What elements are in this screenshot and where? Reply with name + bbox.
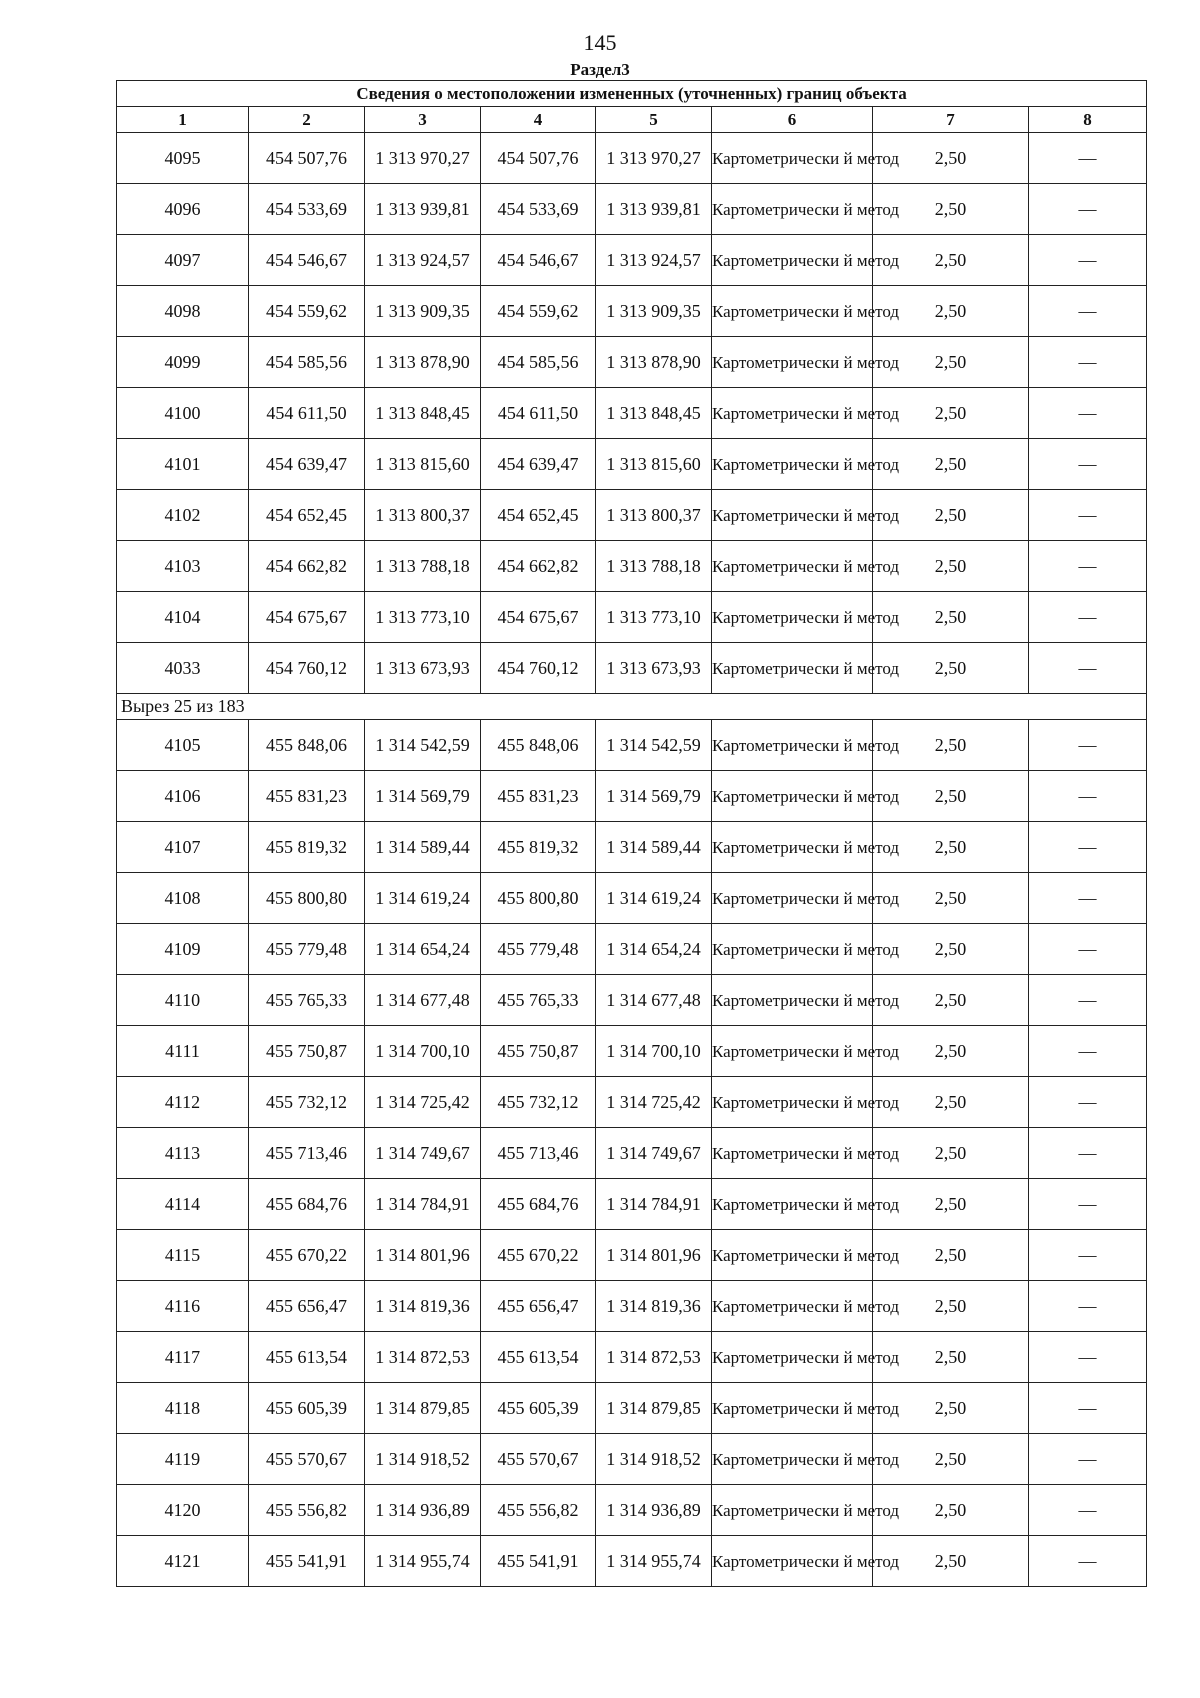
section-label: Раздел3 [570,60,630,79]
table-row [117,873,1147,924]
group-row [117,694,1147,720]
table-row [117,1128,1147,1179]
table-row [117,1383,1147,1434]
method-cell: Картометрически й метод [712,1026,873,1077]
x-new-cell: 455 831,23 [481,771,596,822]
description-cell: — [1029,133,1147,184]
accuracy-cell: 2,50 [873,1332,1029,1383]
point-number-cell: 4112 [117,1077,249,1128]
table-row [117,133,1147,184]
y-old-cell: 1 313 909,35 [365,286,481,337]
table-row [117,439,1147,490]
y-new-cell: 1 314 918,52 [596,1434,712,1485]
y-old-cell: 1 313 924,57 [365,235,481,286]
x-new-cell: 455 656,47 [481,1281,596,1332]
accuracy-cell: 2,50 [873,388,1029,439]
description-cell: — [1029,388,1147,439]
accuracy-cell: 2,50 [873,1383,1029,1434]
x-old-cell: 454 760,12 [249,643,365,694]
y-old-cell: 1 314 872,53 [365,1332,481,1383]
x-new-cell: 455 819,32 [481,822,596,873]
description-cell: — [1029,643,1147,694]
x-new-cell: 455 765,33 [481,975,596,1026]
table-title-row [117,81,1147,107]
point-number-cell: 4121 [117,1536,249,1587]
x-new-cell: 455 684,76 [481,1179,596,1230]
y-old-cell: 1 314 749,67 [365,1128,481,1179]
column-number: 5 [596,107,712,133]
description-cell: — [1029,873,1147,924]
y-new-cell: 1 314 677,48 [596,975,712,1026]
accuracy-cell: 2,50 [873,1026,1029,1077]
y-old-cell: 1 313 939,81 [365,184,481,235]
x-old-cell: 454 559,62 [249,286,365,337]
y-new-cell: 1 313 909,35 [596,286,712,337]
y-old-cell: 1 314 801,96 [365,1230,481,1281]
y-old-cell: 1 314 569,79 [365,771,481,822]
point-number-cell: 4103 [117,541,249,592]
method-cell: Картометрически й метод [712,541,873,592]
y-new-cell: 1 313 773,10 [596,592,712,643]
x-new-cell: 455 750,87 [481,1026,596,1077]
y-new-cell: 1 314 872,53 [596,1332,712,1383]
y-old-cell: 1 314 784,91 [365,1179,481,1230]
table-row [117,975,1147,1026]
point-number-cell: 4099 [117,337,249,388]
description-cell: — [1029,592,1147,643]
description-cell: — [1029,337,1147,388]
method-cell: Картометрически й метод [712,1332,873,1383]
table-title: Сведения о местоположении измененных (уточненных) границ объекта [117,81,1147,107]
x-old-cell: 455 750,87 [249,1026,365,1077]
point-number-cell: 4102 [117,490,249,541]
x-old-cell: 454 585,56 [249,337,365,388]
y-old-cell: 1 313 878,90 [365,337,481,388]
point-number-cell: 4113 [117,1128,249,1179]
point-number-cell: 4098 [117,286,249,337]
x-new-cell: 455 605,39 [481,1383,596,1434]
y-new-cell: 1 314 936,89 [596,1485,712,1536]
method-cell: Картометрически й метод [712,924,873,975]
method-cell: Картометрически й метод [712,337,873,388]
description-cell: — [1029,1230,1147,1281]
x-old-cell: 455 605,39 [249,1383,365,1434]
y-new-cell: 1 314 801,96 [596,1230,712,1281]
y-new-cell: 1 313 970,27 [596,133,712,184]
column-number: 8 [1029,107,1147,133]
description-cell: — [1029,1383,1147,1434]
table-row [117,1281,1147,1332]
table-row [117,1077,1147,1128]
y-new-cell: 1 313 939,81 [596,184,712,235]
table-row [117,924,1147,975]
accuracy-cell: 2,50 [873,1485,1029,1536]
x-old-cell: 455 732,12 [249,1077,365,1128]
description-cell: — [1029,1332,1147,1383]
column-number: 3 [365,107,481,133]
page-number: 145 [583,30,617,55]
y-old-cell: 1 314 918,52 [365,1434,481,1485]
x-old-cell: 454 533,69 [249,184,365,235]
y-new-cell: 1 314 619,24 [596,873,712,924]
column-number: 1 [117,107,249,133]
y-old-cell: 1 314 879,85 [365,1383,481,1434]
y-new-cell: 1 313 815,60 [596,439,712,490]
x-new-cell: 455 713,46 [481,1128,596,1179]
method-cell: Картометрически й метод [712,720,873,771]
method-cell: Картометрически й метод [712,975,873,1026]
x-old-cell: 455 779,48 [249,924,365,975]
y-old-cell: 1 314 725,42 [365,1077,481,1128]
table-row [117,771,1147,822]
y-new-cell: 1 314 589,44 [596,822,712,873]
point-number-cell: 4097 [117,235,249,286]
x-new-cell: 455 670,22 [481,1230,596,1281]
x-old-cell: 455 570,67 [249,1434,365,1485]
method-cell: Картометрически й метод [712,1077,873,1128]
x-old-cell: 455 556,82 [249,1485,365,1536]
x-old-cell: 455 765,33 [249,975,365,1026]
y-new-cell: 1 314 542,59 [596,720,712,771]
x-new-cell: 455 570,67 [481,1434,596,1485]
method-cell: Картометрически й метод [712,771,873,822]
x-old-cell: 454 546,67 [249,235,365,286]
method-cell: Картометрически й метод [712,439,873,490]
x-new-cell: 454 652,45 [481,490,596,541]
point-number-cell: 4104 [117,592,249,643]
point-number-cell: 4117 [117,1332,249,1383]
point-number-cell: 4118 [117,1383,249,1434]
description-cell: — [1029,822,1147,873]
column-number: 2 [249,107,365,133]
y-new-cell: 1 313 848,45 [596,388,712,439]
y-old-cell: 1 313 848,45 [365,388,481,439]
point-number-cell: 4120 [117,1485,249,1536]
accuracy-cell: 2,50 [873,541,1029,592]
table-row [117,541,1147,592]
point-number-cell: 4114 [117,1179,249,1230]
table-row [117,1026,1147,1077]
x-old-cell: 455 541,91 [249,1536,365,1587]
table-row [117,1485,1147,1536]
accuracy-cell: 2,50 [873,720,1029,771]
method-cell: Картометрически й метод [712,1230,873,1281]
description-cell: — [1029,541,1147,592]
table-row [117,1536,1147,1587]
point-number-cell: 4101 [117,439,249,490]
y-old-cell: 1 314 955,74 [365,1536,481,1587]
method-cell: Картометрически й метод [712,235,873,286]
accuracy-cell: 2,50 [873,1536,1029,1587]
accuracy-cell: 2,50 [873,235,1029,286]
table-row [117,1230,1147,1281]
description-cell: — [1029,1536,1147,1587]
x-old-cell: 455 800,80 [249,873,365,924]
x-old-cell: 454 662,82 [249,541,365,592]
table-row [117,490,1147,541]
method-cell: Картометрически й метод [712,490,873,541]
y-new-cell: 1 314 569,79 [596,771,712,822]
table-row [117,235,1147,286]
accuracy-cell: 2,50 [873,822,1029,873]
method-cell: Картометрически й метод [712,592,873,643]
y-old-cell: 1 313 673,93 [365,643,481,694]
y-new-cell: 1 313 924,57 [596,235,712,286]
point-number-cell: 4110 [117,975,249,1026]
method-cell: Картометрически й метод [712,1536,873,1587]
method-cell: Картометрически й метод [712,286,873,337]
y-new-cell: 1 314 654,24 [596,924,712,975]
accuracy-cell: 2,50 [873,133,1029,184]
table-row [117,286,1147,337]
description-cell: — [1029,720,1147,771]
method-cell: Картометрически й метод [712,133,873,184]
y-old-cell: 1 313 800,37 [365,490,481,541]
y-old-cell: 1 314 589,44 [365,822,481,873]
accuracy-cell: 2,50 [873,1179,1029,1230]
description-cell: — [1029,1434,1147,1485]
x-old-cell: 454 652,45 [249,490,365,541]
x-old-cell: 455 848,06 [249,720,365,771]
x-new-cell: 455 613,54 [481,1332,596,1383]
table-row [117,1179,1147,1230]
coordinates-table [116,80,1147,1587]
point-number-cell: 4033 [117,643,249,694]
column-number: 6 [712,107,873,133]
y-old-cell: 1 313 773,10 [365,592,481,643]
y-old-cell: 1 313 970,27 [365,133,481,184]
method-cell: Картометрически й метод [712,1383,873,1434]
accuracy-cell: 2,50 [873,286,1029,337]
y-old-cell: 1 314 542,59 [365,720,481,771]
x-old-cell: 455 713,46 [249,1128,365,1179]
x-new-cell: 455 732,12 [481,1077,596,1128]
table-row [117,1434,1147,1485]
x-old-cell: 455 819,32 [249,822,365,873]
description-cell: — [1029,1077,1147,1128]
accuracy-cell: 2,50 [873,439,1029,490]
x-new-cell: 454 611,50 [481,388,596,439]
point-number-cell: 4106 [117,771,249,822]
table-row [117,822,1147,873]
description-cell: — [1029,1179,1147,1230]
x-new-cell: 455 800,80 [481,873,596,924]
y-old-cell: 1 314 654,24 [365,924,481,975]
y-old-cell: 1 314 819,36 [365,1281,481,1332]
point-number-cell: 4111 [117,1026,249,1077]
method-cell: Картометрически й метод [712,1281,873,1332]
accuracy-cell: 2,50 [873,490,1029,541]
table-row [117,388,1147,439]
table-row [117,337,1147,388]
y-old-cell: 1 314 700,10 [365,1026,481,1077]
x-old-cell: 454 507,76 [249,133,365,184]
x-old-cell: 455 684,76 [249,1179,365,1230]
y-new-cell: 1 314 725,42 [596,1077,712,1128]
point-number-cell: 4100 [117,388,249,439]
description-cell: — [1029,490,1147,541]
x-new-cell: 454 760,12 [481,643,596,694]
x-new-cell: 455 541,91 [481,1536,596,1587]
y-old-cell: 1 314 677,48 [365,975,481,1026]
x-new-cell: 455 779,48 [481,924,596,975]
accuracy-cell: 2,50 [873,1230,1029,1281]
column-number-row [117,107,1147,133]
method-cell: Картометрически й метод [712,388,873,439]
y-old-cell: 1 314 619,24 [365,873,481,924]
table-row [117,720,1147,771]
table-row [117,643,1147,694]
accuracy-cell: 2,50 [873,1434,1029,1485]
accuracy-cell: 2,50 [873,643,1029,694]
table-row [117,592,1147,643]
x-new-cell: 454 585,56 [481,337,596,388]
x-old-cell: 455 831,23 [249,771,365,822]
x-old-cell: 454 675,67 [249,592,365,643]
accuracy-cell: 2,50 [873,184,1029,235]
point-number-cell: 4119 [117,1434,249,1485]
y-new-cell: 1 314 879,85 [596,1383,712,1434]
group-label: Вырез 25 из 183 [117,694,1147,720]
method-cell: Картометрически й метод [712,1434,873,1485]
description-cell: — [1029,184,1147,235]
accuracy-cell: 2,50 [873,975,1029,1026]
x-new-cell: 454 533,69 [481,184,596,235]
accuracy-cell: 2,50 [873,873,1029,924]
x-new-cell: 454 662,82 [481,541,596,592]
y-old-cell: 1 313 788,18 [365,541,481,592]
y-new-cell: 1 313 878,90 [596,337,712,388]
method-cell: Картометрически й метод [712,822,873,873]
description-cell: — [1029,235,1147,286]
table-row [117,1332,1147,1383]
y-new-cell: 1 313 673,93 [596,643,712,694]
y-old-cell: 1 314 936,89 [365,1485,481,1536]
accuracy-cell: 2,50 [873,1128,1029,1179]
x-old-cell: 455 670,22 [249,1230,365,1281]
y-new-cell: 1 314 819,36 [596,1281,712,1332]
x-new-cell: 454 559,62 [481,286,596,337]
point-number-cell: 4105 [117,720,249,771]
x-new-cell: 455 556,82 [481,1485,596,1536]
x-new-cell: 454 639,47 [481,439,596,490]
description-cell: — [1029,1026,1147,1077]
point-number-cell: 4107 [117,822,249,873]
description-cell: — [1029,1281,1147,1332]
accuracy-cell: 2,50 [873,771,1029,822]
x-old-cell: 454 639,47 [249,439,365,490]
method-cell: Картометрически й метод [712,1128,873,1179]
x-new-cell: 455 848,06 [481,720,596,771]
y-new-cell: 1 314 749,67 [596,1128,712,1179]
y-new-cell: 1 314 784,91 [596,1179,712,1230]
y-new-cell: 1 314 955,74 [596,1536,712,1587]
description-cell: — [1029,924,1147,975]
point-number-cell: 4095 [117,133,249,184]
x-old-cell: 454 611,50 [249,388,365,439]
x-old-cell: 455 613,54 [249,1332,365,1383]
description-cell: — [1029,1128,1147,1179]
accuracy-cell: 2,50 [873,1281,1029,1332]
y-new-cell: 1 313 788,18 [596,541,712,592]
method-cell: Картометрически й метод [712,184,873,235]
accuracy-cell: 2,50 [873,592,1029,643]
y-old-cell: 1 313 815,60 [365,439,481,490]
description-cell: — [1029,286,1147,337]
point-number-cell: 4116 [117,1281,249,1332]
point-number-cell: 4096 [117,184,249,235]
y-new-cell: 1 313 800,37 [596,490,712,541]
method-cell: Картометрически й метод [712,873,873,924]
description-cell: — [1029,1485,1147,1536]
accuracy-cell: 2,50 [873,1077,1029,1128]
point-number-cell: 4109 [117,924,249,975]
description-cell: — [1029,975,1147,1026]
table-row [117,184,1147,235]
x-new-cell: 454 507,76 [481,133,596,184]
accuracy-cell: 2,50 [873,924,1029,975]
x-new-cell: 454 675,67 [481,592,596,643]
x-new-cell: 454 546,67 [481,235,596,286]
y-new-cell: 1 314 700,10 [596,1026,712,1077]
column-number: 7 [873,107,1029,133]
method-cell: Картометрически й метод [712,1485,873,1536]
point-number-cell: 4108 [117,873,249,924]
method-cell: Картометрически й метод [712,1179,873,1230]
x-old-cell: 455 656,47 [249,1281,365,1332]
accuracy-cell: 2,50 [873,337,1029,388]
description-cell: — [1029,771,1147,822]
point-number-cell: 4115 [117,1230,249,1281]
method-cell: Картометрически й метод [712,643,873,694]
description-cell: — [1029,439,1147,490]
table-body [117,133,1147,1587]
column-number: 4 [481,107,596,133]
